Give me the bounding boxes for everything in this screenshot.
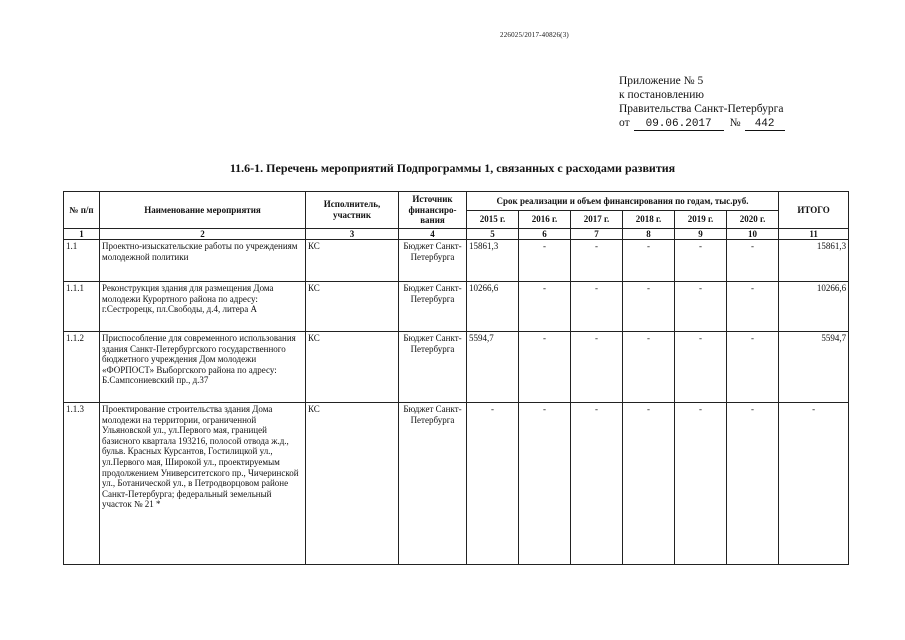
column-number: 3 bbox=[306, 229, 399, 240]
row-executor: КС bbox=[306, 332, 399, 403]
row-value-2015: 10266,6 bbox=[467, 282, 519, 332]
column-number: 2 bbox=[100, 229, 306, 240]
row-no: 1.1 bbox=[64, 240, 100, 282]
table-row bbox=[64, 240, 849, 282]
row-executor: КС bbox=[306, 282, 399, 332]
row-name: Реконструкция здания для размещения Дома молодежи Курортного района по адресу: г.Сестрорецк, пл.Свободы, д.4, литера А bbox=[100, 282, 306, 332]
page-title: 11.6-1. Перечень мероприятий Подпрограммы 1, связанных с расходами развития bbox=[229, 161, 676, 175]
row-total: 5594,7 bbox=[779, 332, 849, 403]
row-source: Бюджет Санкт-Петербурга bbox=[399, 403, 467, 565]
number-label: № bbox=[729, 117, 741, 129]
row-source: Бюджет Санкт-Петербурга bbox=[399, 282, 467, 332]
row-name: Проектирование строительства здания Дома молодежи на территории, ограниченной Ульяновской ул., ул.Первого мая, границей базисного квартала 193216, полосой отвода ж.д., бульв. Красных Курсантов, Гостилицкой ул., ул.Первого мая, Широкой ул., проектируемым продолжением Университетского пр., Чичеринской ул., Ботанической ул., в Петродворцовом районе Санкт-Петербурга; федеральный земельный участок № 21 * bbox=[100, 403, 306, 565]
resolution-number: 442 bbox=[745, 118, 785, 131]
column-number: 1 bbox=[64, 229, 100, 240]
row-name: Проектно-изыскательские работы по учреждениям молодежной политики bbox=[100, 240, 306, 282]
row-source: Бюджет Санкт-Петербурга bbox=[399, 240, 467, 282]
header-year: 2019 г. bbox=[675, 211, 727, 229]
header-period: Срок реализации и объем финансирования по годам, тыс.руб. bbox=[467, 192, 779, 211]
column-number: 7 bbox=[571, 229, 623, 240]
row-executor: КС bbox=[306, 403, 399, 565]
document-registration-number: 226025/2017-40826(3) bbox=[500, 31, 569, 39]
appendix-block bbox=[619, 74, 785, 131]
column-number: 9 bbox=[675, 229, 727, 240]
row-executor: КС bbox=[306, 240, 399, 282]
row-value-2018: - bbox=[623, 332, 675, 403]
row-no: 1.1.3 bbox=[64, 403, 100, 565]
column-number: 8 bbox=[623, 229, 675, 240]
row-value-2015: 15861,3 bbox=[467, 240, 519, 282]
row-value-2019: - bbox=[675, 403, 727, 565]
row-total: 10266,6 bbox=[779, 282, 849, 332]
row-source: Бюджет Санкт-Петербурга bbox=[399, 332, 467, 403]
from-label: от bbox=[619, 117, 630, 129]
header-year: 2016 г. bbox=[519, 211, 571, 229]
header-name: Наименование мероприятия bbox=[100, 192, 306, 229]
header-no: № п/п bbox=[64, 192, 100, 229]
resolution-date-number bbox=[619, 116, 785, 131]
header-source: Источник финансиро-вания bbox=[399, 192, 467, 229]
row-value-2019: - bbox=[675, 240, 727, 282]
row-total: - bbox=[779, 403, 849, 565]
row-no: 1.1.2 bbox=[64, 332, 100, 403]
appendix-line: Приложение № 5 bbox=[619, 75, 704, 87]
row-value-2017: - bbox=[571, 332, 623, 403]
column-number: 6 bbox=[519, 229, 571, 240]
table-row bbox=[64, 332, 849, 403]
appendix-line: Правительства Санкт-Петербурга bbox=[619, 103, 784, 115]
row-value-2015: 5594,7 bbox=[467, 332, 519, 403]
header-executor: Исполнитель, участник bbox=[306, 192, 399, 229]
row-name: Приспособление для современного использования здания Санкт-Петербургского государственного бюджетного учреждения Дом молодежи «ФОРПОСТ» Выборгского района по адресу: Б.Сампсониевский пр., д.37 bbox=[100, 332, 306, 403]
header-year: 2020 г. bbox=[727, 211, 779, 229]
column-number: 4 bbox=[399, 229, 467, 240]
row-value-2015: - bbox=[467, 403, 519, 565]
row-value-2016: - bbox=[519, 332, 571, 403]
table-row bbox=[64, 403, 849, 565]
row-value-2020: - bbox=[727, 403, 779, 565]
row-value-2018: - bbox=[623, 240, 675, 282]
row-value-2017: - bbox=[571, 403, 623, 565]
header-year: 2017 г. bbox=[571, 211, 623, 229]
resolution-date: 09.06.2017 bbox=[634, 118, 724, 131]
row-value-2016: - bbox=[519, 403, 571, 565]
row-total: 15861,3 bbox=[779, 240, 849, 282]
column-number: 5 bbox=[467, 229, 519, 240]
row-value-2020: - bbox=[727, 282, 779, 332]
row-value-2019: - bbox=[675, 282, 727, 332]
row-value-2018: - bbox=[623, 282, 675, 332]
measures-table bbox=[63, 191, 849, 565]
header-year: 2015 г. bbox=[467, 211, 519, 229]
row-value-2019: - bbox=[675, 332, 727, 403]
table-row bbox=[64, 282, 849, 332]
row-no: 1.1.1 bbox=[64, 282, 100, 332]
header-total: ИТОГО bbox=[779, 192, 849, 229]
row-value-2017: - bbox=[571, 240, 623, 282]
row-value-2016: - bbox=[519, 282, 571, 332]
column-number: 10 bbox=[727, 229, 779, 240]
column-number: 11 bbox=[779, 229, 849, 240]
row-value-2017: - bbox=[571, 282, 623, 332]
row-value-2016: - bbox=[519, 240, 571, 282]
header-year: 2018 г. bbox=[623, 211, 675, 229]
appendix-line: к постановлению bbox=[619, 89, 704, 101]
row-value-2020: - bbox=[727, 240, 779, 282]
row-value-2018: - bbox=[623, 403, 675, 565]
row-value-2020: - bbox=[727, 332, 779, 403]
